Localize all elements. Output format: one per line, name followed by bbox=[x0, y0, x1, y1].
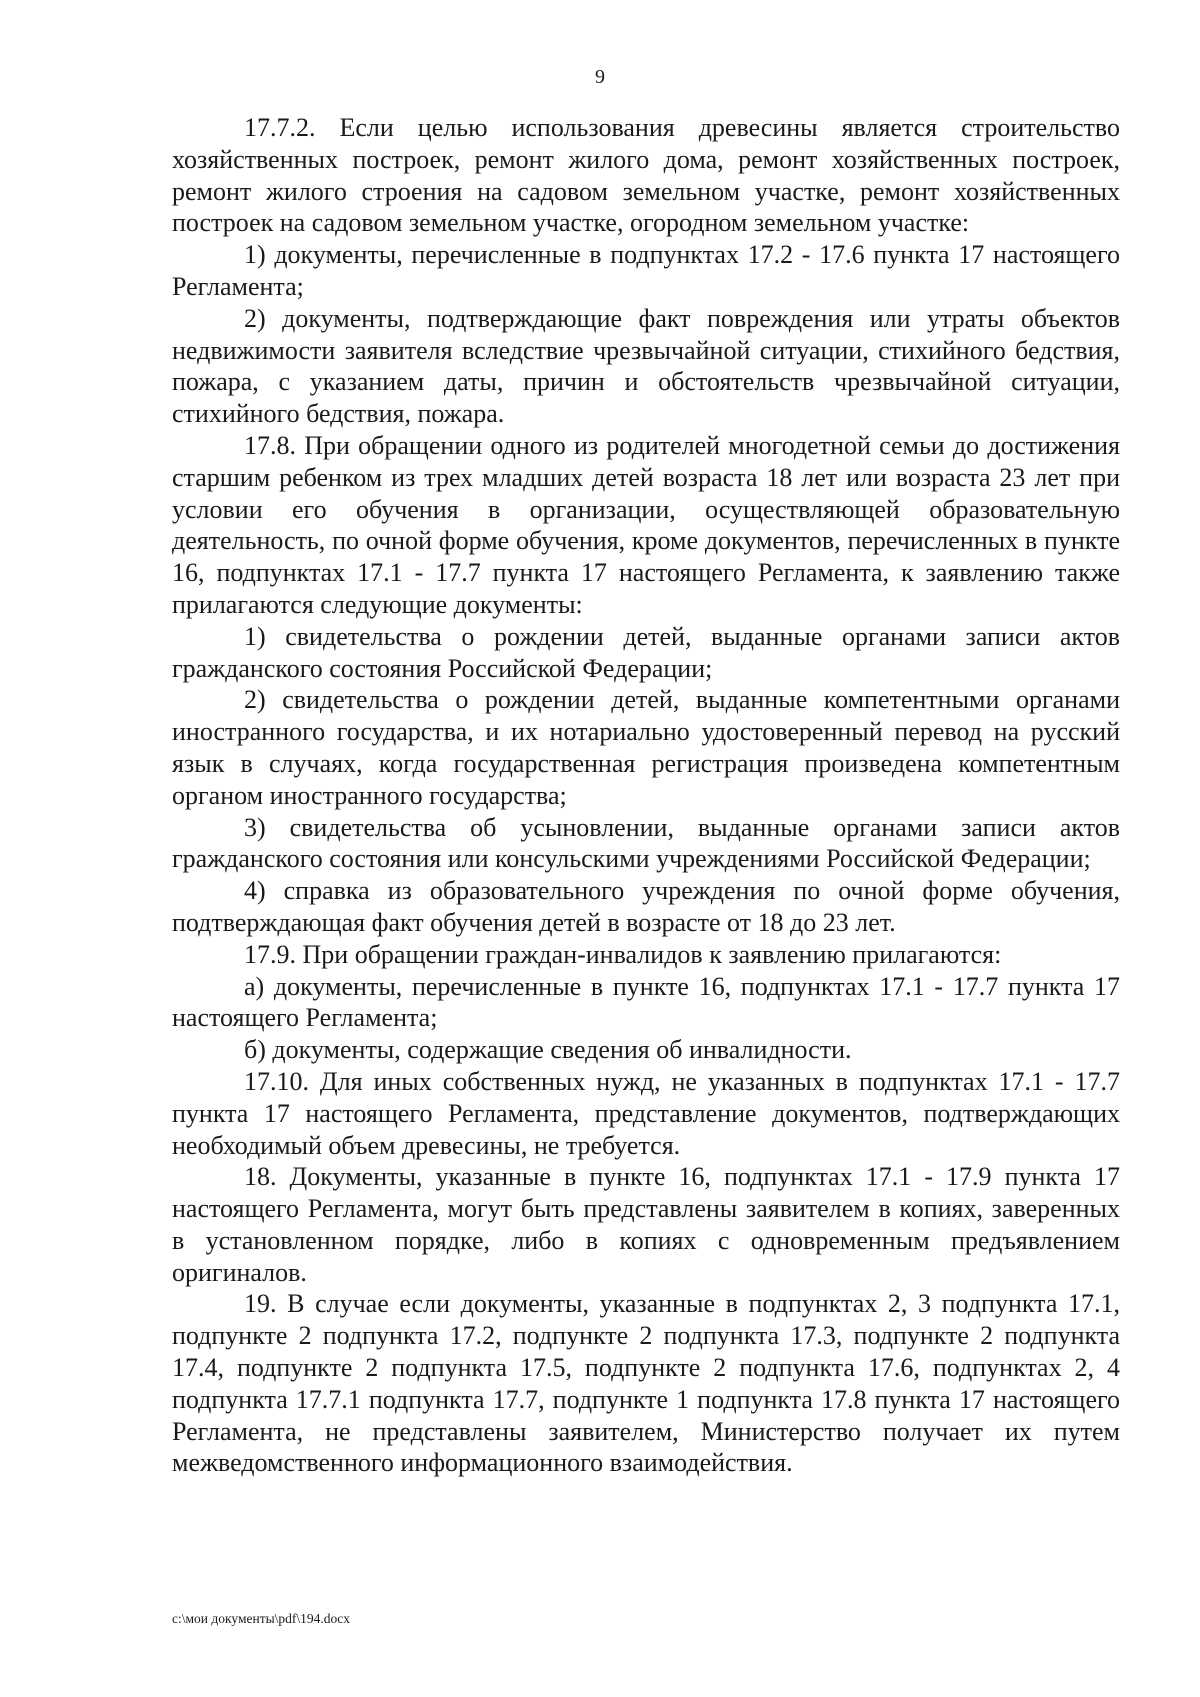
list-item-17-7-2-2: 2) документы, подтверждающие факт повреждения или утраты объектов недвижимости заявителя вследствие чрезвычайной ситуации, стихийного бедствия, пожара, с указанием даты, причин и обстоятельств чрезвычайной ситуации, стихийного бедствия, пожара. bbox=[172, 303, 1120, 429]
paragraph-17-8: 17.8. При обращении одного из родителей многодетной семьи до достижения старшим ребенком из трех младших детей возраста 18 лет или возраста 23 лет при условии его обучения в организации, осуществляющей образовательную деятельность, по очной форме обучения, кроме документов, перечисленных в пункте 16, подпунктах 17.1 - 17.7 пункта 17 настоящего Регламента, к заявлению также прилагаются следующие документы: bbox=[172, 430, 1120, 619]
list-item-17-9-b: б) документы, содержащие сведения об инвалидности. bbox=[244, 1035, 852, 1065]
footer-file-path: c:\мои документы\pdf\194.docx bbox=[172, 1611, 351, 1626]
list-item-17-8-4: 4) справка из образовательного учреждения по очной форме обучения, подтверждающая факт обучения детей в возрасте от 18 до 23 лет. bbox=[172, 876, 1120, 937]
list-item-17-8-1: 1) свидетельства о рождении детей, выданные органами записи актов гражданского состояния Российской Федерации; bbox=[172, 621, 1120, 683]
paragraph-17-7-2: 17.7.2. Если целью использования древесины является строительство хозяйственных построек, ремонт жилого дома, ремонт хозяйственных построек, ремонт жилого строения на садовом земельном участке, ремонт хозяйственных построек на садовом земельном участке, огородном земельном участке: bbox=[172, 113, 1120, 238]
list-item-17-8-2: 2) свидетельства о рождении детей, выданные компетентными органами иностранного государства, и их нотариально удостоверенный перевод на русский язык в случаях, когда государственная регистрация произведена компетентным органом иностранного государства; bbox=[172, 685, 1120, 810]
paragraph-18: 18. Документы, указанные в пункте 16, подпунктах 17.1 - 17.9 пункта 17 настоящего Регламента, могут быть представлены заявителем в копиях, заверенных в установленном порядке, либо в копиях с одновременным предъявлением оригиналов. bbox=[172, 1162, 1120, 1287]
list-item-17-7-2-1: 1) документы, перечисленные в подпунктах 17.2 - 17.6 пункта 17 настоящего Регламента; bbox=[172, 240, 1120, 301]
paragraph-19: 19. В случае если документы, указанные в подпунктах 2, 3 подпункта 17.1, подпункте 2 подпункта 17.2, подпункте 2 подпункта 17.3, подпункте 2 подпункта 17.4, подпункте 2 подпункта 17.5, подпункте 2 подпункта 17.6, подпунктах 2, 4 подпункта 17.7.1 подпункта 17.7, подпункте 1 подпункта 17.8 пункта 17 настоящего Регламента, не представлены заявителем, Министерство получает их путем межведомственного информационного взаимодействия. bbox=[172, 1289, 1120, 1478]
list-item-17-9-a: а) документы, перечисленные в пункте 16, подпунктах 17.1 - 17.7 пункта 17 настоящего Регламента; bbox=[172, 971, 1120, 1033]
document-body bbox=[172, 112, 1120, 1479]
paragraph-17-10: 17.10. Для иных собственных нужд, не указанных в подпунктах 17.1 - 17.7 пункта 17 настоящего Регламента, представление документов, подтверждающих необходимый объем древесины, не требуется. bbox=[172, 1066, 1120, 1160]
page-number: 9 bbox=[595, 66, 605, 88]
list-item-17-8-3: 3) свидетельства об усыновлении, выданные органами записи актов гражданского состояния или консульскими учреждениями Российской Федерации; bbox=[172, 812, 1120, 874]
paragraph-17-9: 17.9. При обращении граждан-инвалидов к заявлению прилагаются: bbox=[244, 939, 1002, 969]
